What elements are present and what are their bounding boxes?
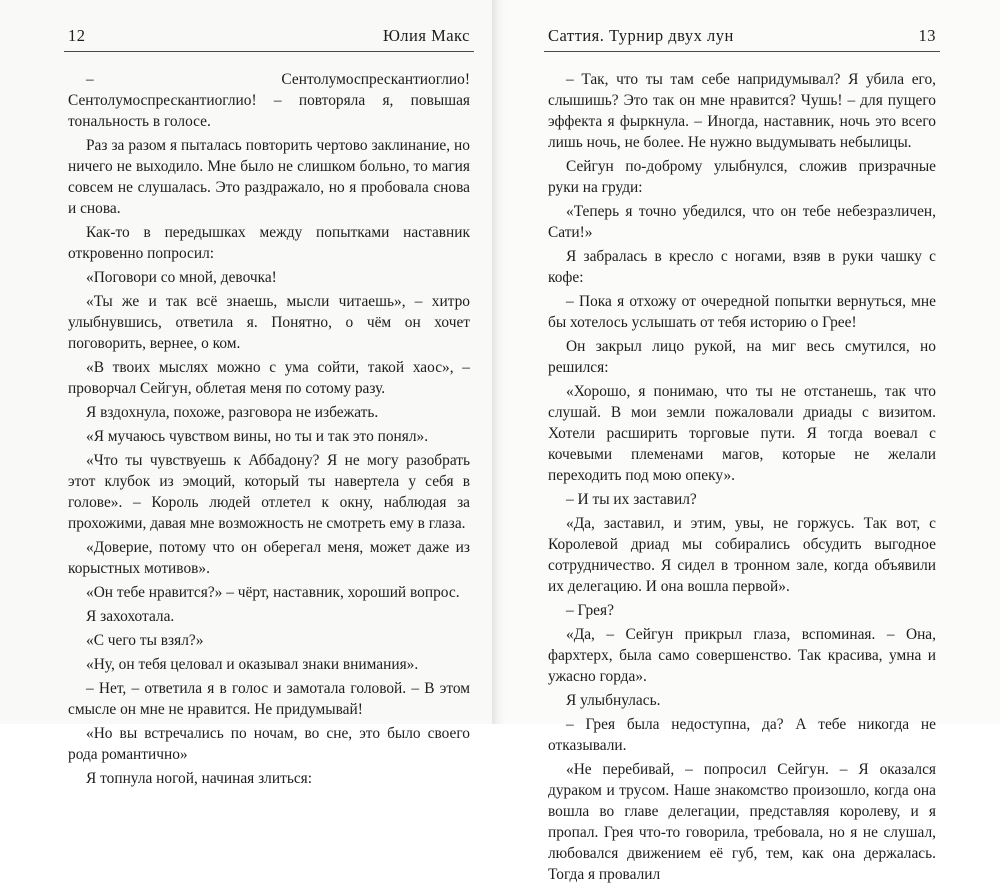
- paragraph: «Не перебивай, – попросил Сейгун. – Я оказался дураком и трусом. Наше знакомство произошло, когда она вошла во главе делегации, представляя королеву, и я пропал. Грея что-то говорила, требовала, но я не слушал, любовался движением её губ, тем, как она держалась. Тогда я провалил: [548, 761, 936, 883]
- paragraph: Я топнула ногой, начиная злиться:: [86, 770, 313, 787]
- right-page-number: 13: [918, 26, 936, 45]
- left-running-head-title: Юлия Макс: [383, 26, 470, 45]
- left-page-text: [64, 69, 474, 789]
- paragraph: – Так, что ты там себе напридумывал? Я убила его, слышишь? Это так он мне нравится? Чушь! – для пущего эффекта я фыркнула. – Иногда, наставник, ночь это всего лишь ночь, не более. Не нужно выдумывать небылицы.: [548, 71, 936, 151]
- paragraph: Сейгун по-доброму улыбнулся, сложив призрачные руки на груди:: [548, 158, 936, 196]
- paragraph: «Ну, он тебя целовал и оказывал знаки внимания».: [86, 656, 419, 673]
- paragraph: «Ты же и так всё знаешь, мысли читаешь», – хитро улыбнувшись, ответила я. Понятно, о чём он хочет поговорить, вернее, о ком.: [68, 293, 470, 352]
- paragraph: Я захохотала.: [86, 608, 175, 625]
- paragraph: «Доверие, потому что он оберегал меня, может даже из корыстных мотивов».: [68, 539, 470, 577]
- paragraph: «Да, заставил, и этим, увы, не горжусь. Так вот, с Королевой дриад мы собирались обсудить выгодное сотрудничество. Я сидел в тронном зале, когда объявили их делегацию. И она вошла первой».: [548, 515, 936, 595]
- paragraph: «Да, – Сейгун прикрыл глаза, вспоминая. – Она, фархтерх, была само совершенство. Так красива, умна и ужасно горда».: [548, 626, 936, 685]
- paragraph: «Я мучаюсь чувством вины, но ты и так это понял».: [86, 428, 429, 445]
- paragraph: «Что ты чувствуешь к Аббадону? Я не могу разобрать этот клубок из эмоций, который ты навертела у себя в голове». – Король людей отлетел к окну, наблюдая за прохожими, давая мне возможность не смотреть ему в глаза.: [68, 452, 470, 532]
- left-page: [0, 0, 492, 787]
- paragraph: Он закрыл лицо рукой, на миг весь смутился, но решился:: [548, 338, 936, 376]
- right-page-text: [544, 69, 940, 885]
- left-running-header: [64, 26, 474, 52]
- paragraph: Раз за разом я пыталась повторить чертово заклинание, но ничего не выходило. Мне было не слишком больно, то магия совсем не слушалась. Это раздражало, но я пробовала снова и снова.: [68, 137, 470, 217]
- paragraph: – И ты их заставил?: [566, 491, 697, 508]
- book-gutter: [492, 0, 506, 724]
- paragraph: – Грея?: [566, 602, 614, 619]
- paragraph: – Сентолумоспрескантиоглио! Сентолумоспрескантиоглио! – повторяла я, повышая тональность в голосе.: [68, 71, 470, 130]
- paragraph: «Но вы встречались по ночам, во сне, это было своего рода романтично»: [68, 725, 470, 763]
- right-page: [506, 0, 1000, 883]
- paragraph: Я вздохнула, похоже, разговора не избежать.: [86, 404, 379, 421]
- paragraph: Я забралась в кресло с ногами, взяв в руки чашку с кофе:: [548, 248, 936, 286]
- right-running-header: [544, 26, 940, 52]
- paragraph: «Хорошо, я понимаю, что ты не отстанешь, так что слушай. В мои земли пожаловали дриады с визитом. Хотели расширить торговые пути. Я тогда воевал с кочевыми племенами магов, которые не желали переходить под мою опеку».: [548, 383, 936, 484]
- paragraph: Я улыбнулась.: [566, 692, 661, 709]
- right-running-head-title: Саттия. Турнир двух лун: [548, 26, 734, 45]
- paragraph: Как-то в передышках между попытками наставник откровенно попросил:: [68, 224, 470, 262]
- paragraph: «В твоих мыслях можно с ума сойти, такой хаос», – проворчал Сейгун, облетая меня по сотому разу.: [68, 359, 470, 397]
- paragraph: – Пока я отхожу от очередной попытки вернуться, мне бы хотелось услышать от тебя историю о Грее!: [548, 293, 936, 331]
- paragraph: «Он тебе нравится?» – чёрт, наставник, хороший вопрос.: [86, 584, 460, 601]
- paragraph: «Теперь я точно убедился, что он тебе небезразличен, Сати!»: [548, 203, 936, 241]
- paragraph: – Грея была недоступна, да? А тебе никогда не отказывали.: [548, 716, 936, 754]
- paragraph: – Нет, – ответила я в голос и замотала головой. – В этом смысле он мне не нравится. Не придумывай!: [68, 680, 470, 718]
- paragraph: «С чего ты взял?»: [86, 632, 204, 649]
- left-page-number: 12: [68, 26, 86, 45]
- paragraph: «Поговори со мной, девочка!: [86, 269, 277, 286]
